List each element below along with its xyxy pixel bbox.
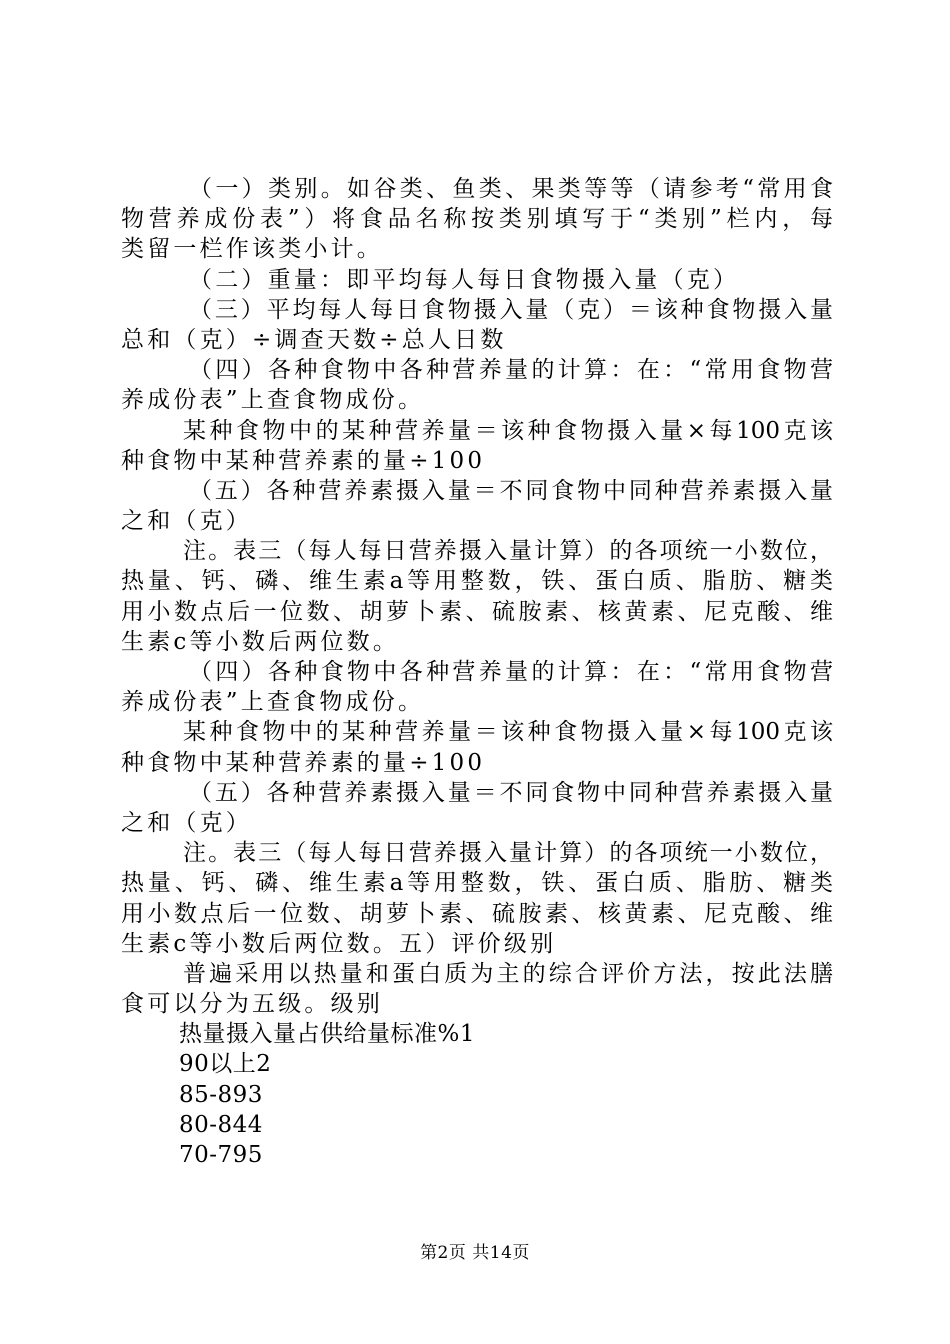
text-line: 种食物中某种营养素的量÷100 <box>121 749 486 776</box>
text-line: （五）各种营养素摄入量＝不同食物中同种营养素摄入量 <box>189 477 833 504</box>
text-line: 养成份表”上查食物成份。 <box>121 689 425 716</box>
text-line: 生素c等小数后两位数。五）评价级别 <box>121 930 557 957</box>
text-line: 生素c等小数后两位数。 <box>121 628 400 655</box>
text-line: 之和（克） <box>121 809 252 836</box>
text-line: （三）平均每人每日食物摄入量（克）＝该种食物摄入量 <box>189 296 833 323</box>
text-line: 90以上2 <box>179 1051 272 1078</box>
text-line: 食可以分为五级。级别 <box>121 991 383 1018</box>
text-line: 普遍采用以热量和蛋白质为主的综合评价方法，按此法膳 <box>183 960 833 987</box>
text-line: 用小数点后一位数、胡萝卜素、硫胺素、核黄素、尼克酸、维 <box>121 598 833 625</box>
text-line: 注。表三（每人每日营养摄入量计算）的各项统一小数位， <box>183 840 833 867</box>
text-line: 养成份表”上查食物成份。 <box>121 387 425 414</box>
text-line: 80-844 <box>179 1111 263 1138</box>
text-line: 70-795 <box>179 1142 263 1168</box>
text-line: 热量、钙、磷、维生素a等用整数，铁、蛋白质、脂肪、糖类 <box>121 870 833 897</box>
text-line: 类留一栏作该类小计。 <box>121 236 383 263</box>
text-line: 之和（克） <box>121 508 252 535</box>
text-line: 某种食物中的某种营养量＝该种食物摄入量×每100克该 <box>183 417 833 444</box>
text-line: 物营养成份表”）将食品名称按类别填写于“类别”栏内，每 <box>121 206 833 233</box>
text-line: （一）类别。如谷类、鱼类、果类等等（请参考“常用食 <box>189 176 833 202</box>
text-line: 用小数点后一位数、胡萝卜素、硫胺素、核黄素、尼克酸、维 <box>121 900 833 927</box>
text-line: 85-893 <box>179 1081 263 1108</box>
text-line: 总和（克）÷调查天数÷总人日数 <box>121 326 507 353</box>
text-line: 热量、钙、磷、维生素a等用整数，铁、蛋白质、脂肪、糖类 <box>121 568 833 595</box>
text-line: 注。表三（每人每日营养摄入量计算）的各项统一小数位， <box>183 538 833 565</box>
text-line: （二）重量：即平均每人每日食物摄入量（克） <box>189 266 740 293</box>
page-number-footer: 第2页 共14页 <box>420 1243 530 1263</box>
document-body <box>121 174 833 1170</box>
text-line: 热量摄入量占供给量标准%1 <box>179 1021 475 1048</box>
text-line: （四）各种食物中各种营养量的计算：在：“常用食物营 <box>189 357 833 384</box>
text-line: （四）各种食物中各种营养量的计算：在：“常用食物营 <box>189 659 833 685</box>
text-line: 种食物中某种营养素的量÷100 <box>121 447 486 474</box>
text-line: 某种食物中的某种营养量＝该种食物摄入量×每100克该 <box>183 719 833 746</box>
text-line: （五）各种营养素摄入量＝不同食物中同种营养素摄入量 <box>189 779 833 806</box>
